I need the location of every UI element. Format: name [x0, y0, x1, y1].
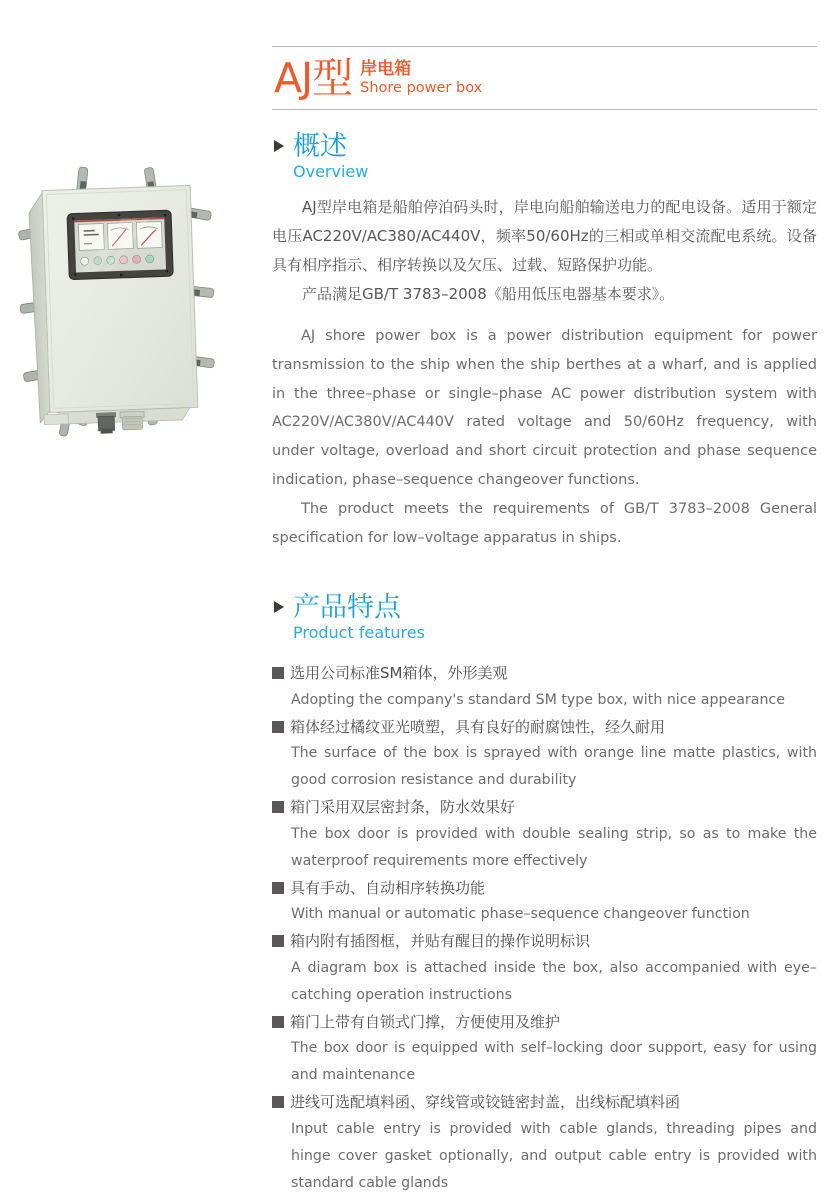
overview-paragraph-cn: 产品满足GB/T 3783–2008《船用低压电器基本要求》。: [302, 285, 675, 303]
feature-cn: 箱体经过橘纹亚光喷塑，具有良好的耐腐蚀性，经久耐用: [290, 717, 666, 736]
product-subtitle-cn: 岸电箱: [360, 59, 412, 79]
feature-item: [272, 660, 817, 714]
cable-gland-icon: [96, 412, 117, 434]
overview-paragraph-cn: AJ型岸电箱是船舶停泊码头时，岸电向船舶输送电力的配电设备。适用于额定电压AC220V/AC380/AC440V，频率50/60Hz的三相或单相交流配电系统。设备具有相序指示、相序转换以及欠压、过载、短路保护功能。: [272, 198, 817, 274]
feature-en: The surface of the box is sprayed with orange line matte plastics, with good corrosion resistance and durability: [291, 745, 817, 789]
feature-cn: 箱门上带有自锁式门撑，方便使用及维护: [290, 1012, 561, 1031]
feature-en: Adopting the company's standard SM type box, with nice appearance: [291, 691, 785, 708]
features-list: [272, 660, 817, 1197]
overview-section-heading: [272, 131, 817, 182]
feature-cn: 具有手动、自动相序转换功能: [290, 878, 486, 897]
feature-item: [272, 1089, 817, 1197]
feature-bullet-icon: [272, 1096, 284, 1108]
features-heading-en: Product features: [293, 623, 425, 643]
cable-gland-icon: [120, 411, 145, 430]
header-rule-bottom: [272, 109, 817, 110]
section-marker-icon: [274, 140, 284, 152]
feature-item: [272, 875, 817, 929]
feature-item: [272, 1009, 817, 1090]
product-title: [272, 47, 817, 109]
feature-bullet-icon: [272, 935, 284, 947]
overview-en-paragraphs: [272, 322, 817, 552]
content-column: [272, 0, 817, 1197]
analog-meter-icon: [78, 223, 104, 250]
feature-en: The box door is equipped with self–locking door support, easy for using and maintenance: [291, 1040, 817, 1084]
feature-item: [272, 714, 817, 795]
overview-cn-paragraphs: [272, 193, 817, 309]
feature-cn: 进线可选配填料函、穿线管或铰链密封盖，出线标配填料函: [290, 1093, 681, 1112]
feature-bullet-icon: [272, 667, 284, 679]
feature-cn: 箱内附有插图框，并贴有醒目的操作说明标识: [290, 932, 591, 951]
section-marker-icon: [274, 601, 284, 613]
feature-bullet-icon: [272, 801, 284, 813]
feature-bullet-icon: [272, 1016, 284, 1028]
feature-bullet-icon: [272, 882, 284, 894]
feature-en: A diagram box is attached inside the box, also accompanied with eye–catching operation instructions: [291, 959, 817, 1003]
product-photo: [20, 160, 218, 436]
feature-en: Input cable entry is provided with cable glands, threading pipes and hinge cover gasket optionally, and output cable entry is provided with standard cable glands: [291, 1120, 817, 1191]
meter-window-panel: [67, 210, 173, 280]
features-section-heading: [272, 592, 817, 643]
product-model: AJ型: [274, 54, 353, 102]
shore-power-box-illustration: [20, 160, 218, 436]
overview-heading-en: Overview: [293, 162, 369, 181]
feature-bullet-icon: [272, 721, 284, 733]
features-heading-cn: 产品特点: [293, 592, 401, 624]
overview-heading-text: [293, 131, 368, 182]
overview-paragraph-en: The product meets the requirements of GB/T 3783–2008 General specification for low–voltage apparatus in ships.: [272, 500, 817, 546]
features-heading-text: [293, 592, 425, 643]
product-subtitle: [360, 56, 482, 97]
feature-item: [272, 928, 817, 1009]
overview-paragraph-en: AJ shore power box is a power distribution equipment for power transmission to the ship when the ship berthes at a wharf, and is applied in the three–phase or single–phase AC power distribution system with AC220V/AC380V/AC440V rated voltage and 50/60Hz frequency, with under voltage, overload and short circuit protection and phase sequence indication, phase–sequence changeover functions.: [272, 328, 817, 488]
feature-en: The box door is provided with double sealing strip, so as to make the waterproof requirements more effectively: [291, 825, 817, 869]
overview-heading-cn: 概述: [293, 131, 347, 162]
feature-cn: 选用公司标准SM箱体，外形美观: [290, 664, 508, 683]
feature-en: With manual or automatic phase–sequence changeover function: [291, 906, 750, 923]
product-subtitle-en: Shore power box: [360, 80, 483, 96]
feature-cn: 箱门采用双层密封条，防水效果好: [290, 798, 516, 817]
feature-item: [272, 794, 817, 875]
